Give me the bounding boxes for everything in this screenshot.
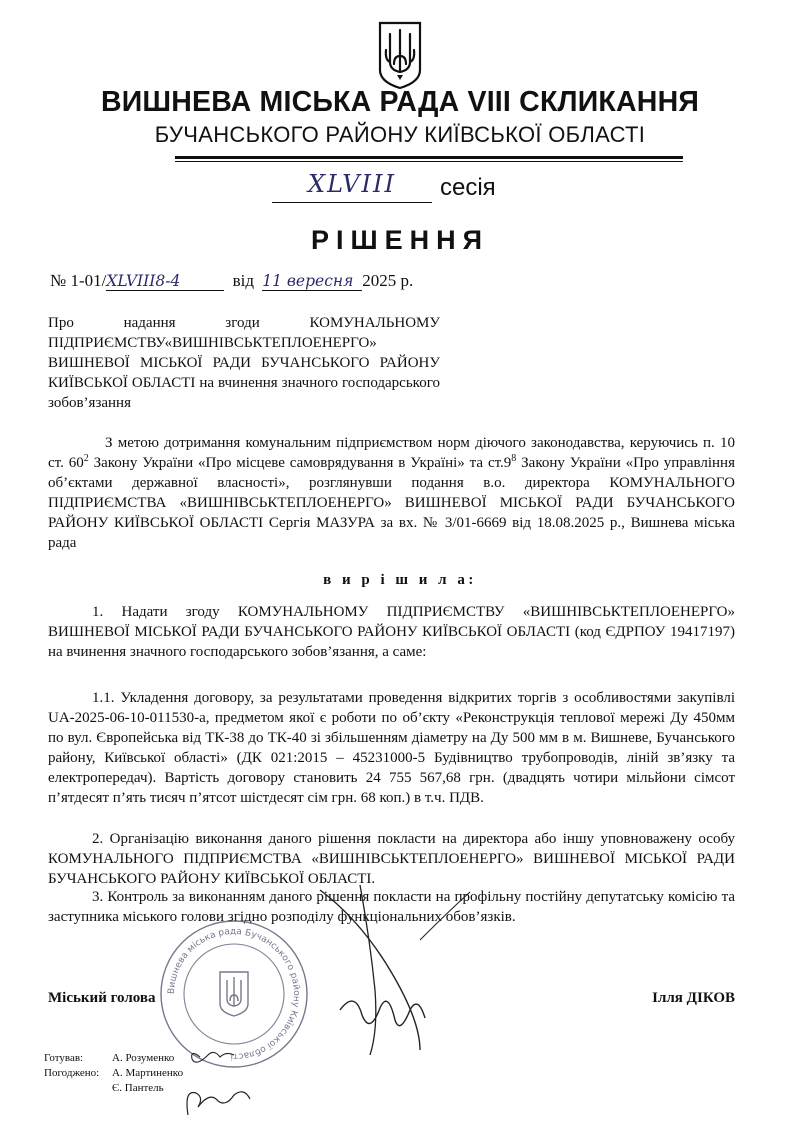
trident-icon [377,20,423,90]
number-prefix: № 1-01/ [50,271,107,290]
resolved-heading: в и р і ш и л а: [323,572,477,588]
prepared-name: А. Розуменко [112,1052,175,1064]
header-divider-thin [175,161,683,162]
item-2: 2. Організацію виконання даного рішення покласти на директора або іншу уповноважену особу КОМУНАЛЬНОГО ПІДПРИЄМСТВА «ВИШНІВСЬКТЕПЛОЕНЕРГО» ВИШНЕВОЇ МІСЬКОЇ РАДИ БУЧАНСЬКОГО РАЙОНУ КИЇВСЬКОЇ ОБЛАСТІ. [48,831,735,887]
preamble-sup-2: 8 [511,453,517,464]
preamble [48,433,735,553]
council-subtitle: БУЧАНСЬКОГО РАЙОНУ КИЇВСЬКОЇ ОБЛАСТІ [154,122,646,147]
council-title: ВИШНЕВА МІСЬКА РАДА VIII СКЛИКАННЯ [100,86,700,118]
number-value: XLVIII8-4 [106,272,181,290]
seal-text: Вишнева міська рада Бучанського району Київської області [166,926,302,1062]
approved-name-1: А. Мартиненко [112,1067,184,1079]
session-label: сесія [440,174,496,201]
header-divider-thick [175,156,683,159]
item-1: 1. Надати згоду КОМУНАЛЬНОМУ ПІДПРИЄМСТВУ «ВИШНІВСЬКТЕПЛОЕНЕРГО» ВИШНЕВОЇ МІСЬКОЇ РАДИ БУЧАНСЬКОГО РАЙОНУ КИЇВСЬКОЇ ОБЛАСТІ (код ЄДРПОУ 19417197) на вчинення значного господарського зобов’язання, а саме: [48,604,735,660]
preamble-part-3: Закону України «Про управління об’єктами державної власності», розглянувши подання в.о. директора КОМУНАЛЬНОГО ПІДПРИЄМСТВА «ВИШНІВСЬКТЕПЛОЕНЕРГО» ВИШНЕВОЇ МІСЬКОЇ РАДИ БУЧАНСЬКОГО РАЙОНУ КИЇВСЬКОЇ ОБЛАСТІ Сергія МАЗУРА за вх. № 3/01-6669 від 18.08.2025 р., Вишнева міська рада [48,455,735,551]
approved-label: Погоджено: [44,1067,100,1079]
mayor-signature [300,880,480,1060]
session-line [272,172,572,206]
mayor-name: Ілля ДІКОВ [652,990,735,1006]
initials-signatures [170,1045,280,1125]
decision-year: 2025 р. [362,271,414,290]
decision-title: РІШЕННЯ [310,225,490,255]
mayor-label: Міський голова [48,990,156,1006]
date-prefix: від [232,271,255,290]
date-blank [262,270,362,291]
preamble-part-2: Закону України «Про місцеве самоврядування в Україні» та ст.9 [88,455,512,471]
decision-number-line [50,270,470,300]
number-blank [106,270,224,291]
preamble-sup-1: 2 [83,453,89,464]
item-3: 3. Контроль за виконанням даного рішення покласти на профільну постійну депутатську комісію та заступника міського голови згідно розподілу функціональних обов’язків. [48,889,735,925]
approved-name-2: Є. Пантель [112,1082,164,1094]
seal-trident-icon [220,972,248,1016]
preamble-part-1: З метою дотримання комунальним підприємством норм діючого законодавства, керуючись п. 10 ст. 60 [48,435,735,471]
date-value: 11 вересня [262,272,354,290]
prepared-label: Готував: [44,1052,84,1064]
item-1-1: 1.1. Укладення договору, за результатами проведення відкритих торгів з особливостями закупівлі UA-2025-06-10-011530-а, предметом якої є роботи по об’єкту «Реконструкція теплової мережі Ду 450мм по вул. Європейська від ТК-38 до ТК-40 зі збільшенням діаметру на Ду 500 мм в м. Вишневе, Бучанського району, Київської області» (ДК 021:2015 – 45231000-5 Будівництво трубопроводів, ліній зв’язку та електропередач). Вартість договору становить 24 755 567,68 грн. (двадцять чотири мільйони сімсот п’ятдесят п’ять тисяч п’ятсот шістдесят сім грн. 68 коп.) в т.ч. ПДВ. [48,690,735,806]
decision-subject: Про надання згоди КОМУНАЛЬНОМУ ПІДПРИЄМСТВУ«ВИШНІВСЬКТЕПЛОЕНЕРГО» ВИШНЕВОЇ МІСЬКОЇ РАДИ БУЧАНСЬКОГО РАЙОНУ КИЇВСЬКОЇ ОБЛАСТІ на вчинення значного господарського зобов’язання [48,315,440,411]
session-number: XLVIII [308,170,396,198]
